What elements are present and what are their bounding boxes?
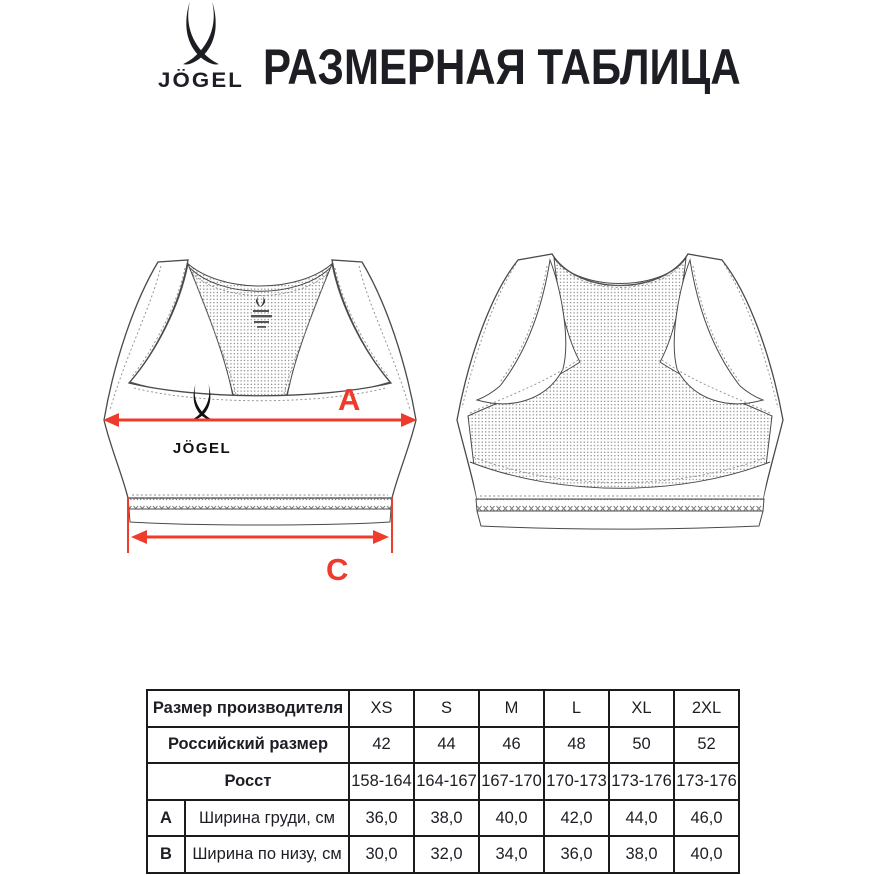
brand-wordmark: JÖGEL [157,69,245,92]
row-label-cell: Размер производителя [147,690,349,727]
row-label-cell: Ширина по низу, см [185,836,349,873]
table-row [147,690,739,727]
value-cell: 52 [674,727,739,764]
value-cell: 50 [609,727,674,764]
value-cell: 36,0 [349,800,414,837]
value-cell: 40,0 [479,800,544,837]
row-label-cell: Российский размер [147,727,349,764]
value-cell: S [414,690,479,727]
table-row [147,727,739,764]
page-title: РАЗМЕРНАЯ ТАБЛИЦА [263,38,741,95]
back-band [476,499,764,529]
back-view-drawing [450,250,790,530]
value-cell: 167-170 [479,763,544,800]
value-cell: 173-176 [674,763,739,800]
brand-logo-mark-icon [170,2,232,68]
value-cell: 170-173 [544,763,609,800]
value-cell: 42,0 [544,800,609,837]
measure-label-c: C [326,552,349,587]
table-row [147,836,739,873]
value-cell: 46 [479,727,544,764]
measure-label-a: A [338,382,361,417]
value-cell: 44 [414,727,479,764]
brand-logo [146,2,256,93]
value-cell: 38,0 [609,836,674,873]
value-cell: 36,0 [544,836,609,873]
value-cell: 42 [349,727,414,764]
row-label-cell: Ширина груди, см [185,800,349,837]
svg-text:JÖGEL: JÖGEL [172,440,232,457]
value-cell: L [544,690,609,727]
value-cell: XS [349,690,414,727]
size-table [146,689,740,874]
value-cell: 173-176 [609,763,674,800]
table-row [147,763,739,800]
value-cell: 46,0 [674,800,739,837]
value-cell: 30,0 [349,836,414,873]
front-view-drawing [100,250,420,590]
value-cell: M [479,690,544,727]
value-cell: 158-164 [349,763,414,800]
value-cell: 164-167 [414,763,479,800]
value-cell: 34,0 [479,836,544,873]
row-label-cell: Росст [147,763,349,800]
value-cell: 2XL [674,690,739,727]
table-row [147,800,739,837]
value-cell: 32,0 [414,836,479,873]
front-band [128,498,392,525]
row-letter-cell: A [147,800,185,837]
value-cell: 48 [544,727,609,764]
value-cell: XL [609,690,674,727]
value-cell: 40,0 [674,836,739,873]
value-cell: 38,0 [414,800,479,837]
value-cell: 44,0 [609,800,674,837]
row-letter-cell: B [147,836,185,873]
